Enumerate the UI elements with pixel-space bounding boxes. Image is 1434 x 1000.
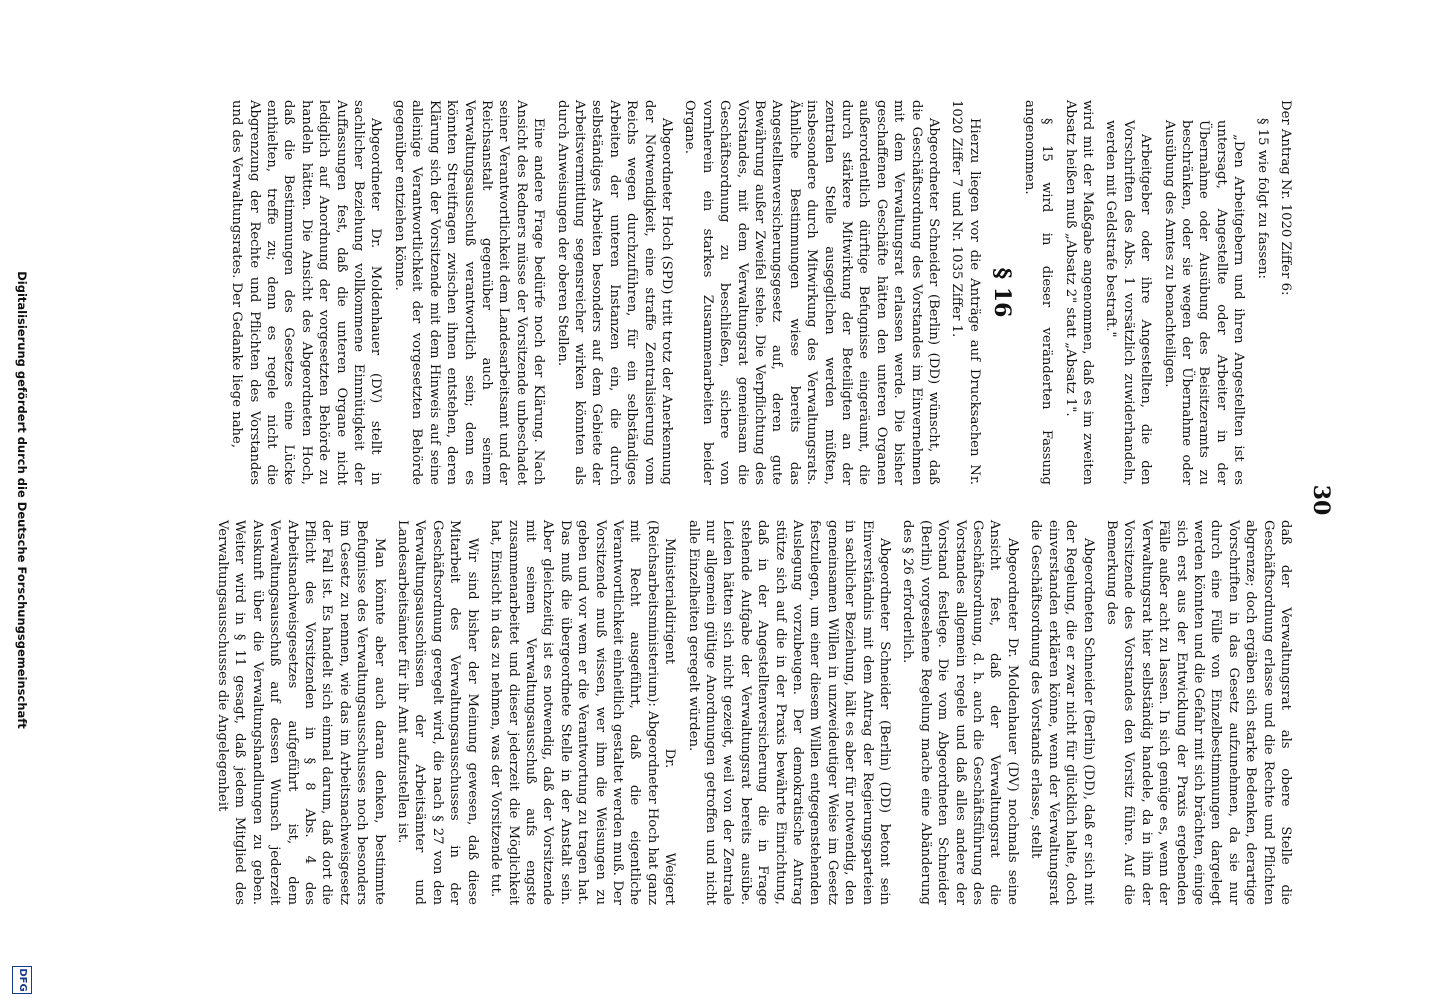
paragraph: Abgeordneter Dr. Moldenhauer (DV) nochmals seine Ansicht fest, daß der Verwaltungsrat die Geschäftsordnung, d. h. auch die Geschäftsführung des Vorstandes allgemein regele und daß alles andere der Vorstand festlege. Die vom Abgeordneten Schneider (Berlin) vorgesehene Regelung mache eine Abänderung des § 26 erforderlich. (900, 520, 1020, 905)
left-column (222, 100, 1294, 485)
quoted-paragraph: „Den Arbeitgebern und ihren Angestellten ist es untersagt, Angestellte oder Arbeiter in der Übernahme oder Ausübung des Beisitzeramts zu beschränken, oder sie wegen der Übernahme oder Ausübung des Amtes zu benachteiligen. (1161, 120, 1247, 485)
paragraph: daß der Verwaltungsrat als obere Stelle die Geschäftsordnung erlasse und die Rechte und Pflichten abgrenze; doch ergäben sich starke Bedenken, derartige Vorschriften in das Gesetz aufzunehmen, da sie nur durch eine Fülle von Einzelbestimmungen dargelegt werden könnten und die Gefahr mit sich brächten, einige sich erst aus der Entwicklung der Praxis ergebenden Fälle außer acht zu lassen. In sich genüge es, wenn der Verwaltungsrat hier selbständig handele, da in ihm der Vorsitzende des Vorstandes den Vorsitz führe. Auf die Bemerkung des (1103, 520, 1293, 905)
right-column (208, 520, 1294, 905)
paragraph: Hierzu liegen vor die Anträge auf Drucksachen Nr. 1020 Ziffer 7 und Nr. 1035 Ziffer 1. (949, 100, 982, 485)
paragraph: § 15 wie folgt zu fassen: (1254, 118, 1270, 279)
paragraph: Ministerialdirigent Dr. Weigert (Reichsarbeitsministerium): Abgeordneter Hoch hat ganz mit Recht ausgeführt, daß die eigentliche Verantwortlichkeit einheitlich gestaltet werden muß. Der Vorsitzende muß wissen, wer ihm die Weisungen zu geben und vor wem er die Verantwortung zu tragen hat. Das muß die übergeordnete Stelle in der Anstalt sein. Aber gleichzeitig ist es notwendig, daß der Vorsitzende mit seinem Verwaltungsausschuß aufs engste zusammenarbeitet und dieser jederzeit die Möglichkeit hat, Einsicht in das zu nehmen, was der Vorsitzende tut. (488, 520, 678, 905)
dfg-logo-icon: DFG (12, 966, 32, 994)
paragraph: § 15 wird in dieser veränderten Fassung angenommen. (1021, 100, 1055, 485)
paragraph: Wir sind bisher der Meinung gewesen, daß diese Mitarbeit des Verwaltungsausschusses in der Geschäftsordnung geregelt wird, die nach § 27 von den Verwaltungsausschüssen der Arbeitsämter und Landesarbeitsämter für ihr Amt aufzustellen ist. (395, 520, 480, 905)
quoted-paragraph: Arbeitgeber oder ihre Angestellten, die den Vorschriften des Abs. 1 vorsätzlich zuwiderhandeln, werden mit Geldstrafe bestraft." (1103, 120, 1154, 485)
paragraph: wird mit der Maßgabe angenommen, daß es im zweiten Absatz heißen muß „Absatz 2" statt „Absatz 1". (1062, 100, 1095, 485)
page-number: 30 (1308, 484, 1334, 516)
paragraph: Abgeordneter Schneider (Berlin) (DD) betont sein Einverständnis mit dem Antrag der Regierungsparteien in sachlicher Beziehung, hält es aber für notwendig, den gemeinsamen Willen in unzweideutiger Weise im Gesetz festzulegen, um einer diesem Willen entgegenstehenden Auslegung vorzubeugen. Der demokratische Antrag stütze sich auf die in der Praxis bewährte Einrichtung, daß in der Angestelltenversicherung die in Frage stehende Aufgabe der Verwaltungsrat bereits ausübe. Leiden hätten sich nicht gezeigt, weil von der Zentrale nur allgemein gültige Anordnungen getroffen und nicht alle Einzelheiten geregelt würden. (685, 520, 893, 905)
digitization-footer: Digitalisierung gefördert durch die Deutsche Forschungsgemeinschaft (15, 271, 29, 729)
paragraph: Abgeordneter Schneider (Berlin) (DD) wünscht, daß die Geschäftsordnung des Vorstandes im Einvernehmen mit dem Verwaltungsrat erlassen werde. Die bisher geschaffenen Geschäfte hätten den unteren Organen außerordentlich dürftige Befugnisse eingeräumt, die durch stärkere Mitwirkung der Beteiligten an der zentralen Stelle ausgeglichen werden müßten, insbesondere durch Mitwirkung des Verwaltungsrats. Ähnliche Bestimmungen wiese bereits das Angestelltenversicherungsgesetz auf, deren gute Bewährung außer Zweifel stehe. Die Verpflichtung des Vorstandes, mit dem Verwaltungsrat gemeinsam die Geschäftsordnung zu beschließen, sichere von vornherein ein starkes Zusammenarbeiten beider Organe. (682, 100, 942, 485)
paragraph: Man könnte aber auch daran denken, bestimmte Befugnisse des Verwaltungsausschusses noch besonders im Gesetz zu nennen, wie das im Arbeitsnachweisgesetz der Fall ist. Es handelt sich einmal darum, daß dort die Pflicht des Vorsitzenden in § 8 Abs. 4 des Arbeitsnachweisgesetzes aufgeführt ist, dem Verwaltungsausschuß auf dessen Wunsch jederzeit Auskunft über die Verwaltungshandlungen zu geben. Weiter wird in § 11 gesagt, daß jedem Mitglied des Verwaltungsausschusses die Angelegenheit (215, 520, 387, 905)
paragraph: Abgeordneter Hoch (SPD) tritt trotz der Anerkennung der Notwendigkeit, eine straffe Zentralisierung vom Reichs wegen durchzuführen, für ein selbständiges Arbeiten der unteren Instanzen ein, die durch selbständiges Arbeiten besonders auf dem Gebiete der Arbeitsvermittlung segensreicher wirken könnten als durch Anweisungen der oberen Stellen. (554, 100, 674, 485)
paragraph: Eine andere Frage bedürfe noch der Klärung. Nach Ansicht des Redners müsse der Vorsitzende unbeschadet seiner Verantwortlichkeit dem Landesarbeitsamt und der Reichsanstalt gegenüber auch seinem Verwaltungsausschuß verantwortlich sein; denn es könnten Streitfragen zwischen ihnen entstehen, deren Klärung sich der Vorsitzende mit dem Hinweis auf seine alleinige Verantwortlichkeit der vorgesetzten Behörde gegenüber entziehen könne. (391, 100, 547, 485)
paragraph: Der Antrag Nr. 1020 Ziffer 6: (1278, 100, 1293, 296)
section-heading: § 16 (989, 267, 1016, 318)
paragraph: Abgeordneter Dr. Moldenhauer (DV) stellt in sachlicher Beziehung vollkommene Einmütigkeit der Auffassungen fest, daß die unteren Organe nicht lediglich auf Anordnung der vorgesetzten Behörde zu handeln hätten. Die Ansicht des Abgeordneten Hoch, daß die Bestimmungen des Gesetzes eine Lücke enthielten, treffe zu; denn es regele nicht die Abgrenzung der Rechte und Pflichten des Vorstandes und des Verwaltungsrates. Der Gedanke liege nahe, (229, 100, 384, 485)
paragraph: Abgeordneten Schneider (Berlin) (DD), daß er sich mit der Regelung, die er zwar nicht für glücklich halte, doch einverstanden erklären könne, wenn der Verwaltungsrat die Geschäftsordnung des Vorstands erlasse, stellt (1028, 520, 1096, 905)
